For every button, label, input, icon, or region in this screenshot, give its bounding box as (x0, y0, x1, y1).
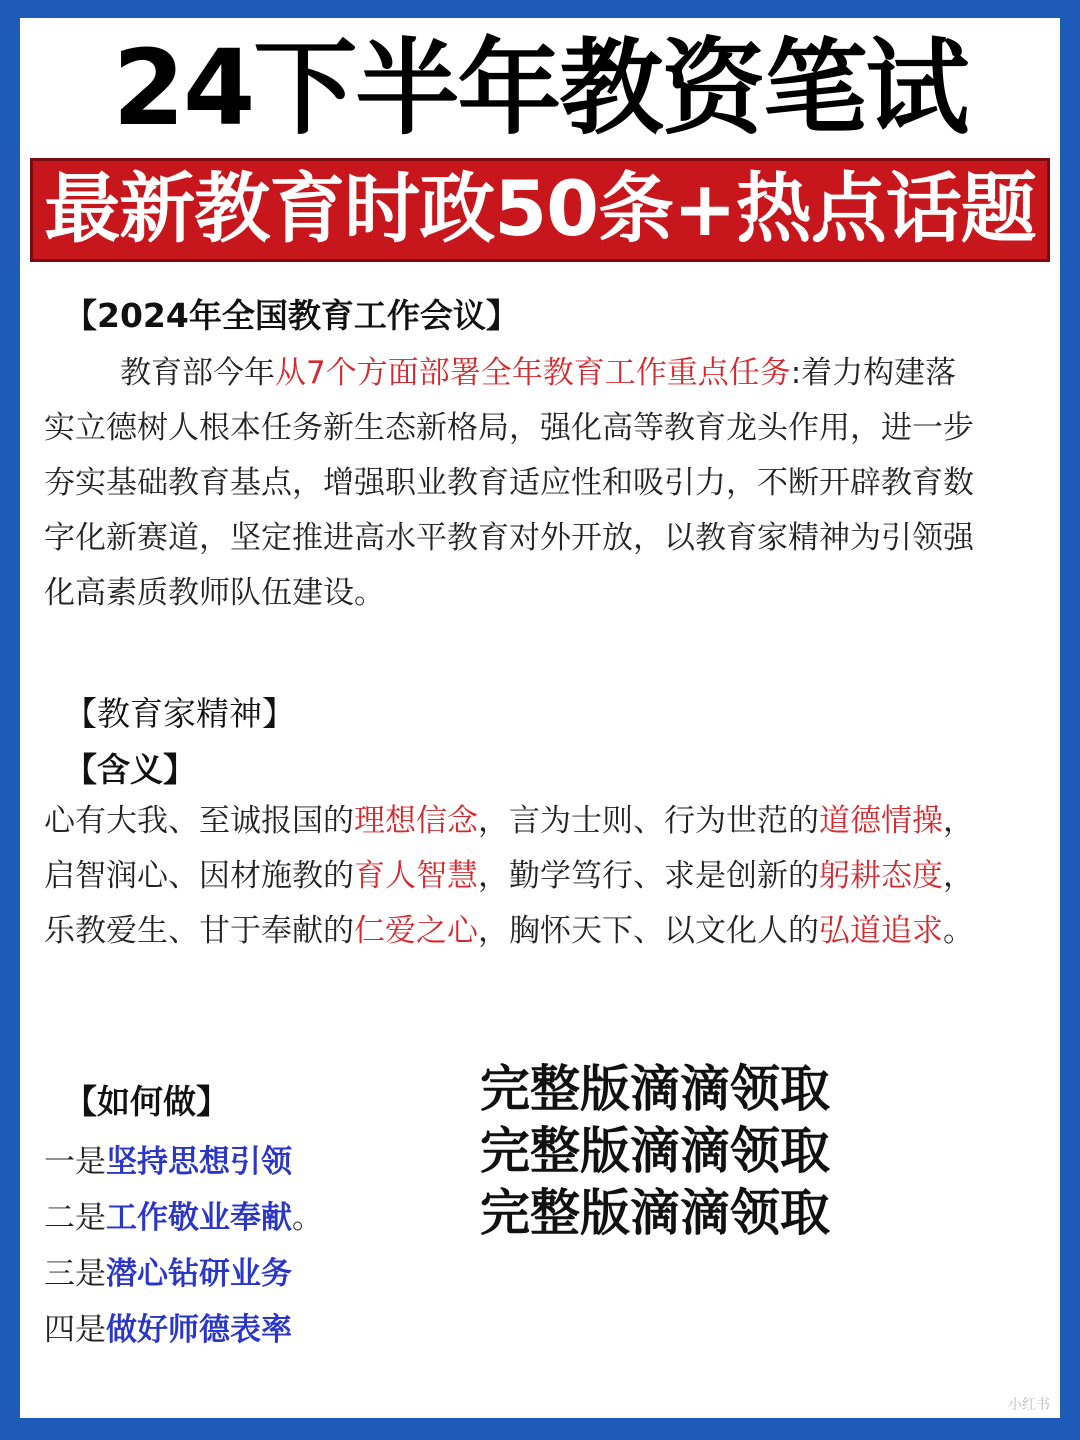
meaning-text: ，言为士则、行为世范的 (478, 803, 819, 839)
watermark: 小红书 (1008, 1397, 1050, 1413)
howto-prefix: 四是 (44, 1312, 106, 1348)
howto-text: 做好师德表率 (106, 1312, 292, 1348)
howto-prefix: 二是 (44, 1200, 106, 1236)
meaning-text: ，启智润心、因材施教的 (44, 803, 974, 894)
promo-block (480, 1058, 830, 1244)
promo-line: 完整版滴滴领取 (480, 1060, 830, 1118)
conference-paragraph (44, 346, 984, 621)
section-heading-conference: 【2024年全国教育工作会议】 (64, 296, 519, 335)
meaning-text: 。 (943, 913, 974, 949)
meaning-highlight: 理想信念 (354, 803, 478, 839)
promo-line: 完整版滴滴领取 (480, 1184, 830, 1242)
meaning-text: ，勤学笃行、求是创新的 (478, 858, 819, 894)
subheading-meaning: 【含义】 (64, 750, 196, 789)
howto-text: 坚持思想引领 (106, 1144, 292, 1180)
howto-prefix: 一是 (44, 1144, 106, 1180)
howto-item (44, 1134, 323, 1190)
promo-line: 完整版滴滴领取 (480, 1122, 830, 1180)
howto-list (44, 1134, 323, 1358)
page-title: 24下半年教资笔试 (112, 27, 968, 149)
meaning-highlight: 道德情操 (819, 803, 943, 839)
howto-text: 工作敬业奉献 (106, 1200, 292, 1236)
meaning-highlight: 躬耕态度 (819, 858, 943, 894)
title-banner: 最新教育时政50条+热点话题 (30, 158, 1050, 262)
section-heading-howto: 【如何做】 (64, 1082, 229, 1121)
conference-lead: 教育部今年 (120, 355, 275, 391)
meaning-text: ，乐教爱生、甘于奉献的 (44, 858, 974, 949)
meaning-paragraph (44, 794, 984, 959)
meaning-highlight: 仁爱之心 (354, 913, 478, 949)
howto-item (44, 1246, 323, 1302)
howto-item (44, 1190, 323, 1246)
meaning-text: 心有大我、至诚报国的 (44, 803, 354, 839)
meaning-highlight: 育人智慧 (354, 858, 478, 894)
section-heading-spirit: 【教育家精神】 (64, 694, 295, 733)
howto-item (44, 1302, 323, 1358)
conference-highlight: 从7个方面部署全年教育工作重点任务 (275, 355, 791, 391)
document-page (20, 18, 1060, 1418)
meaning-highlight: 弘道追求 (819, 913, 943, 949)
howto-suffix: 。 (292, 1200, 323, 1236)
howto-prefix: 三是 (44, 1256, 106, 1292)
conference-rest: :着力构建落实立德树人根本任务新生态新格局，强化高等教育龙头作用，进一步夯实基础教育基点，增强职业教育适应性和吸引力，不断开辟教育数字化新赛道，坚定推进高水平教育对外开放，以教育家精神为引领强化高素质教师队伍建设。 (44, 355, 974, 611)
meaning-text: ，胸怀天下、以文化人的 (478, 913, 819, 949)
howto-text: 潜心钻研业务 (106, 1256, 292, 1292)
